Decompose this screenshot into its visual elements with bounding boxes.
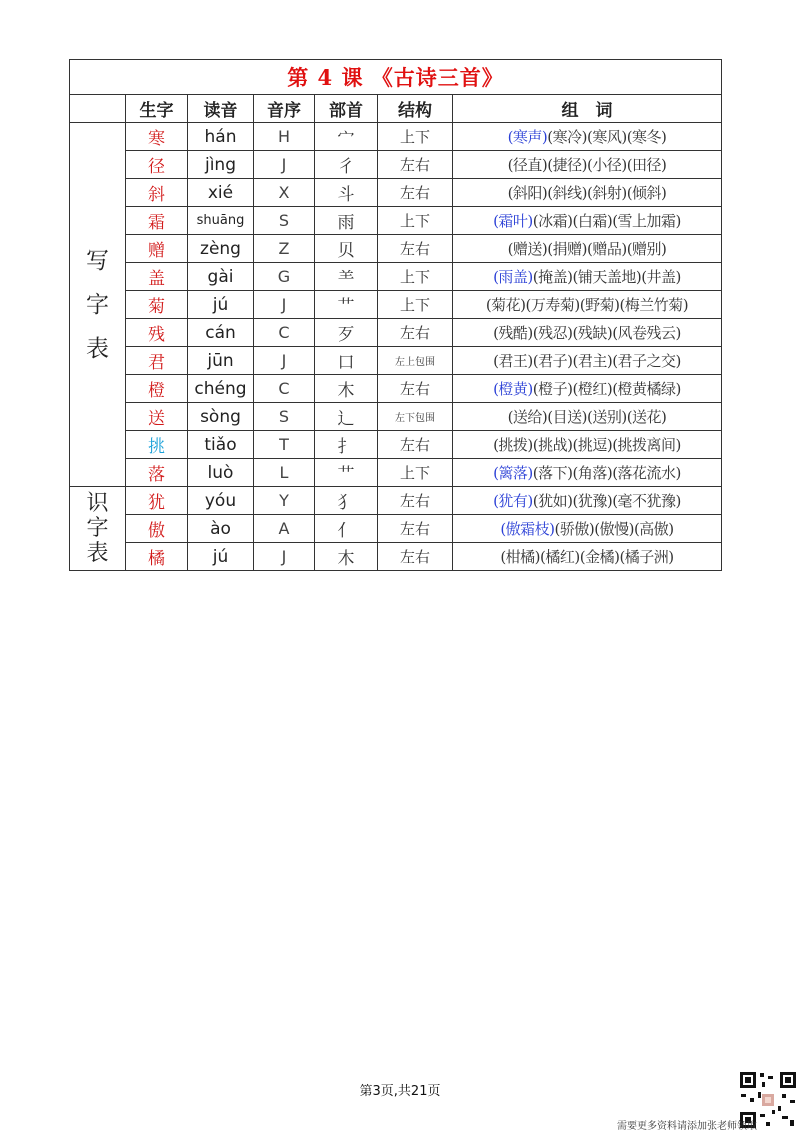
order-cell: J bbox=[254, 543, 315, 571]
table-row bbox=[70, 515, 722, 543]
table-row bbox=[70, 459, 722, 487]
table-row bbox=[70, 403, 722, 431]
order-cell: J bbox=[254, 291, 315, 319]
structure-cell: 左右 bbox=[378, 235, 453, 263]
structure-cell: 上下 bbox=[378, 207, 453, 235]
radical-cell: 彳 bbox=[315, 151, 378, 179]
radical-cell: 雨 bbox=[315, 207, 378, 235]
highlight-word: (霜叶) bbox=[493, 212, 533, 230]
highlight-word: (犹有) bbox=[493, 492, 533, 510]
structure-cell: 左右 bbox=[378, 179, 453, 207]
pinyin-cell: jìng bbox=[188, 151, 254, 179]
order-cell: L bbox=[254, 459, 315, 487]
char-cell: 寒 bbox=[126, 123, 188, 151]
word-list: (送给)(目送)(送别)(送花) bbox=[507, 408, 667, 426]
words-cell bbox=[453, 207, 722, 235]
word-list: (挑拨)(挑战)(挑逗)(挑拨离间) bbox=[493, 436, 681, 454]
header-order: 音序 bbox=[254, 95, 315, 123]
section-label-write: 写 字 表 bbox=[70, 123, 126, 487]
words-cell bbox=[453, 179, 722, 207]
char-cell: 残 bbox=[126, 319, 188, 347]
pinyin-cell: chéng bbox=[188, 375, 254, 403]
structure-cell: 上下 bbox=[378, 263, 453, 291]
structure-cell: 左右 bbox=[378, 431, 453, 459]
pinyin-cell: gài bbox=[188, 263, 254, 291]
radical-cell: 宀 bbox=[315, 123, 378, 151]
structure-cell: 上下 bbox=[378, 123, 453, 151]
header-blank bbox=[70, 95, 126, 123]
pinyin-cell: jú bbox=[188, 291, 254, 319]
pinyin-cell: hán bbox=[188, 123, 254, 151]
highlight-word: (傲霜枝) bbox=[500, 520, 555, 538]
table-row bbox=[70, 543, 722, 571]
words-cell bbox=[453, 515, 722, 543]
word-list: (菊花)(万寿菊)(野菊)(梅兰竹菊) bbox=[485, 296, 689, 314]
pinyin-cell: jú bbox=[188, 543, 254, 571]
word-list: (斜阳)(斜线)(斜射)(倾斜) bbox=[507, 184, 667, 202]
pinyin-cell: ào bbox=[188, 515, 254, 543]
radical-cell: 口 bbox=[315, 347, 378, 375]
table-row bbox=[70, 375, 722, 403]
header-structure: 结构 bbox=[378, 95, 453, 123]
table-row bbox=[70, 151, 722, 179]
words-cell bbox=[453, 487, 722, 515]
char-cell: 径 bbox=[126, 151, 188, 179]
header-row bbox=[70, 95, 722, 123]
radical-cell: 贝 bbox=[315, 235, 378, 263]
char-cell: 犹 bbox=[126, 487, 188, 515]
radical-cell: 扌 bbox=[315, 431, 378, 459]
vocabulary-table bbox=[69, 59, 722, 571]
words-cell bbox=[453, 431, 722, 459]
radical-cell: 艹 bbox=[315, 291, 378, 319]
words-cell bbox=[453, 375, 722, 403]
word-list: (骄傲)(傲慢)(高傲) bbox=[554, 520, 674, 538]
order-cell: A bbox=[254, 515, 315, 543]
radical-cell: 犭 bbox=[315, 487, 378, 515]
words-cell bbox=[453, 123, 722, 151]
order-cell: Z bbox=[254, 235, 315, 263]
words-cell bbox=[453, 151, 722, 179]
char-cell: 斜 bbox=[126, 179, 188, 207]
pinyin-cell: tiǎo bbox=[188, 431, 254, 459]
words-cell bbox=[453, 347, 722, 375]
header-char: 生字 bbox=[126, 95, 188, 123]
structure-cell: 左右 bbox=[378, 375, 453, 403]
word-list: (寒冷)(寒风)(寒冬) bbox=[547, 128, 667, 146]
order-cell: J bbox=[254, 347, 315, 375]
highlight-word: (寒声) bbox=[507, 128, 548, 146]
structure-cell: 上下 bbox=[378, 291, 453, 319]
words-cell bbox=[453, 403, 722, 431]
word-list: (残酷)(残忍)(残缺)(风卷残云) bbox=[493, 324, 681, 342]
order-cell: Y bbox=[254, 487, 315, 515]
pinyin-cell: yóu bbox=[188, 487, 254, 515]
page-title bbox=[70, 60, 722, 95]
words-cell bbox=[453, 319, 722, 347]
char-cell: 橙 bbox=[126, 375, 188, 403]
char-cell: 盖 bbox=[126, 263, 188, 291]
table-row bbox=[70, 487, 722, 515]
char-cell: 傲 bbox=[126, 515, 188, 543]
char-cell: 菊 bbox=[126, 291, 188, 319]
word-list: (橙子)(橙红)(橙黄橘绿) bbox=[532, 380, 681, 398]
word-list: (径直)(捷径)(小径)(田径) bbox=[507, 156, 667, 174]
char-cell: 橘 bbox=[126, 543, 188, 571]
words-cell bbox=[453, 459, 722, 487]
radical-cell: 歹 bbox=[315, 319, 378, 347]
char-cell: 君 bbox=[126, 347, 188, 375]
word-list: (君王)(君子)(君主)(君子之交) bbox=[493, 352, 681, 370]
radical-cell: 斗 bbox=[315, 179, 378, 207]
table-row bbox=[70, 291, 722, 319]
table-row bbox=[70, 207, 722, 235]
order-cell: S bbox=[254, 403, 315, 431]
order-cell: J bbox=[254, 151, 315, 179]
word-list: (柑橘)(橘红)(金橘)(橘子洲) bbox=[500, 548, 674, 566]
header-words: 组 词 bbox=[453, 95, 722, 123]
pinyin-cell: sòng bbox=[188, 403, 254, 431]
table-row bbox=[70, 347, 722, 375]
pinyin-cell: shuāng bbox=[188, 207, 254, 235]
char-cell: 落 bbox=[126, 459, 188, 487]
char-cell: 送 bbox=[126, 403, 188, 431]
radical-cell: 木 bbox=[315, 543, 378, 571]
structure-cell: 左右 bbox=[378, 319, 453, 347]
radical-cell: 艹 bbox=[315, 459, 378, 487]
word-list: (冰霜)(白霜)(雪上加霜) bbox=[532, 212, 681, 230]
pinyin-cell: xié bbox=[188, 179, 254, 207]
order-cell: C bbox=[254, 375, 315, 403]
highlight-word: (雨盖) bbox=[493, 268, 533, 286]
word-list: (掩盖)(铺天盖地)(井盖) bbox=[532, 268, 681, 286]
table-row bbox=[70, 179, 722, 207]
table-row bbox=[70, 235, 722, 263]
promo-text: 需要更多资料请添加张老师领取 bbox=[617, 1121, 757, 1132]
char-cell: 赠 bbox=[126, 235, 188, 263]
pinyin-cell: luò bbox=[188, 459, 254, 487]
order-cell: H bbox=[254, 123, 315, 151]
header-pinyin: 读音 bbox=[188, 95, 254, 123]
order-cell: G bbox=[254, 263, 315, 291]
order-cell: C bbox=[254, 319, 315, 347]
structure-cell: 上下 bbox=[378, 459, 453, 487]
highlight-word: (篱落) bbox=[493, 464, 533, 482]
radical-cell: ⺷ bbox=[315, 263, 378, 291]
lesson-title: 第 4 课 《古诗三首》 bbox=[287, 65, 504, 90]
word-list: (犹如)(犹豫)(毫不犹豫) bbox=[532, 492, 681, 510]
header-radical: 部首 bbox=[315, 95, 378, 123]
order-cell: X bbox=[254, 179, 315, 207]
structure-cell: 左右 bbox=[378, 543, 453, 571]
word-list: (落下)(角落)(落花流水) bbox=[532, 464, 681, 482]
radical-cell: 木 bbox=[315, 375, 378, 403]
table-row bbox=[70, 263, 722, 291]
structure-cell: 左右 bbox=[378, 487, 453, 515]
words-cell bbox=[453, 291, 722, 319]
page-number: 第3页,共21页 bbox=[359, 1084, 441, 1099]
structure-cell: 左右 bbox=[378, 515, 453, 543]
words-cell bbox=[453, 263, 722, 291]
table-row bbox=[70, 319, 722, 347]
pinyin-cell: zèng bbox=[188, 235, 254, 263]
section-label-recognize: 识 字 表 bbox=[70, 487, 126, 571]
structure-cell: 左下包围 bbox=[378, 403, 453, 431]
highlight-word: (橙黄) bbox=[493, 380, 533, 398]
char-cell: 霜 bbox=[126, 207, 188, 235]
radical-cell: 亻 bbox=[315, 515, 378, 543]
structure-cell: 左右 bbox=[378, 151, 453, 179]
pinyin-cell: cán bbox=[188, 319, 254, 347]
pinyin-cell: jūn bbox=[188, 347, 254, 375]
order-cell: S bbox=[254, 207, 315, 235]
words-cell bbox=[453, 235, 722, 263]
table-row bbox=[70, 431, 722, 459]
char-cell: 挑 bbox=[126, 431, 188, 459]
radical-cell: 辶 bbox=[315, 403, 378, 431]
table-row bbox=[70, 123, 722, 151]
word-list: (赠送)(捐赠)(赠品)(赠别) bbox=[507, 240, 667, 258]
words-cell bbox=[453, 543, 722, 571]
structure-cell: 左上包围 bbox=[378, 347, 453, 375]
order-cell: T bbox=[254, 431, 315, 459]
